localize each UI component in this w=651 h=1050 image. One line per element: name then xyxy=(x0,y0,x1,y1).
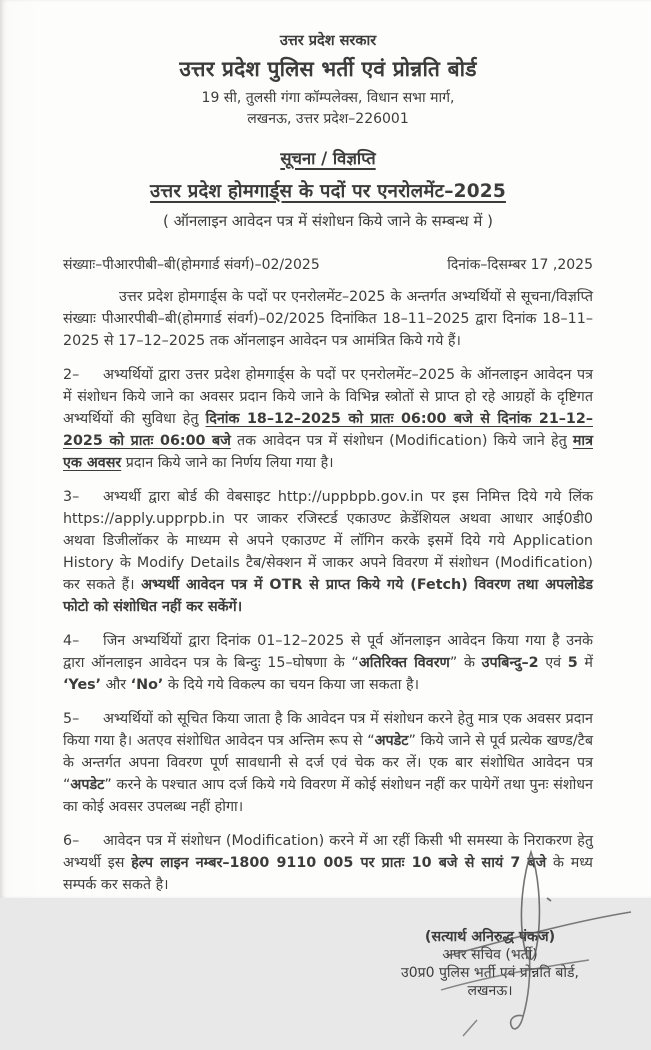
paragraph-2-text: अभ्यर्थियों द्वारा उत्तर प्रदेश होमगार्ड्स के पदों पर एनरोलमेंट–2025 के ऑनलाइन आवेदन पत्र में संशोधन किये जाने का अवसर प्रदान किये जाने के विभिन्न स्त्रोतों से प्राप्त हो रहे आग्रहों के दृष्टिगत अभ्यर्थियों की सुविधा हेतु दिनांक 18–12–2025 को प्रातः 06:00 बजे से दिनांक 21–12–2025 को प्रातः 06:00 बजे तक आवेदन पत्र में संशोधन (Modification) किये जाने हेतु मात्र एक अवसर प्रदान किये जाने का निर्णय लिया गया है। xyxy=(63,367,593,471)
reference-row xyxy=(63,255,593,274)
signature-block xyxy=(401,928,579,1000)
notice-subtitle: ( ऑनलाइन आवेदन पत्र में संशोधन किये जाने के सम्बन्ध में ) xyxy=(163,212,493,230)
paragraph-5 xyxy=(63,708,593,818)
paragraph-5-text: अभ्यर्थियों को सूचित किया जाता है कि आवेदन पत्र में संशोधन करने हेतु मात्र एक अवसर प्रदान किया गया है। अतएव संशोधित आवेदन पत्र अन्तिम रूप से “अपडेट” किये जाने से पूर्व प्रत्येक खण्ड/टैब के अन्तर्गत अपना विवरण पूर्ण सावधानी से दर्ज एवं चेक कर लें। एक बार संशोधित आवेदन पत्र “अपडेट” करने के पश्चात आप दर्ज किये गये विवरण में कोई संशोधन नहीं कर पायेगें तथा पुनः संशोधन का कोई अवसर उपलब्ध नहीं होगा। xyxy=(63,711,593,815)
paragraph-1-text: उत्तर प्रदेश होमगार्ड्स के पदों पर एनरोलमेंट–2025 के अन्तर्गत अभ्यर्थियों से सूचना/विज्ञप्ति संख्याः पीआरपीबी–बी(होमगार्ड संवर्ग)–02/2025 दिनांकित 18–11–2025 द्वारा दिनांक 18–11–2025 से 17–12–2025 तक ऑनलाइन आवेदन पत्र आमंत्रित किये गये हैं। xyxy=(63,289,593,349)
notice-type-label xyxy=(63,146,593,169)
reference-date: दिनांक–दिसम्बर 17 ,2025 xyxy=(447,257,593,273)
paragraph-3-text: अभ्यर्थी द्वारा बोर्ड की वेबसाइट http://uppbpb.gov.in पर इस निमित्त दिये गये लिंक https://apply.upprpb.in पर जाकर रजिस्टर्ड एकाउण्ट क्रेडेंशियल अथवा आधार आई0डी0 अथवा डिजीलॉकर के माध्यम से अपने एकाउण्ट में लॉगिन करके इसमें दिये गये Application History के Modify Details टैब/सेक्शन में जाकर अपने विवरण में संशोधन (Modification) कर सकते हैं। अभ्यर्थी आवेदन पत्र में OTR से प्राप्त किये गये (Fetch) विवरण तथा अपलोडेड फोटो को संशोधित नहीं कर सकेंगें। xyxy=(63,489,593,615)
paragraph-4-number: 4– xyxy=(63,633,80,649)
board-name: उत्तर प्रदेश पुलिस भर्ती एवं प्रोन्नति बोर्ड xyxy=(179,57,477,81)
paragraph-3 xyxy=(63,486,593,618)
paragraph-6-number: 6– xyxy=(63,833,80,849)
signatory-designation: अपर सचिव (भर्ती) xyxy=(442,947,538,963)
paragraph-2-number: 2– xyxy=(63,367,80,383)
notice-title-text: उत्तर प्रदेश होमगार्ड्स के पदों पर एनरोलमेंट–2025 xyxy=(150,181,506,202)
paragraph-5-number: 5– xyxy=(63,711,80,727)
paragraph-4 xyxy=(63,630,593,696)
paragraph-4-text: जिन अभ्यर्थियों द्वारा दिनांक 01–12–2025 से पूर्व ऑनलाइन आवेदन किया गया है उनके द्वारा ऑनलाइन आवेदन पत्र के बिन्दुः 15–घोषणा के “अतिरिक्त विवरण” के उपबिन्दु–2 एवं 5 में ‘Yes’ और ‘No’ के दिये गये विकल्प का चयन किया जा सकता है। xyxy=(63,633,593,693)
paragraph-2 xyxy=(63,364,593,474)
signatory-place: लखनऊ। xyxy=(467,983,513,999)
government-name: उत्तर प्रदेश सरकार xyxy=(279,33,377,49)
notice-body xyxy=(63,286,593,896)
board-address xyxy=(63,88,593,130)
address-line-2: लखनऊ, उत्तर प्रदेश–226001 xyxy=(247,111,409,127)
paragraph-1 xyxy=(63,286,593,352)
notice-type-text: सूचना / विज्ञप्ति xyxy=(280,149,376,168)
notice-title xyxy=(63,178,593,203)
signatory-organization: उ0प्र0 पुलिस भर्ती एवं प्रोन्नति बोर्ड, xyxy=(401,965,579,981)
paragraph-3-number: 3– xyxy=(63,489,80,505)
notice-heading xyxy=(63,146,593,231)
signatory-name: (सत्यार्थ अनिरुद्ध पंकज) xyxy=(424,929,556,945)
paragraph-6 xyxy=(63,830,593,896)
paragraph-6-text: आवेदन पत्र में संशोधन (Modification) करने में आ रहीं किसी भी समस्या के निराकरण हेतु अभ्यर्थी इस हेल्प लाइन नम्बर–1800 9110 005 पर प्रातः 10 बजे से सायं 7 बजे के मध्य सम्पर्क कर सकते है। xyxy=(63,833,593,893)
letterhead xyxy=(63,30,593,130)
address-line-1: 19 सी, तुलसी गंगा कॉम्पलेक्स, विधान सभा मार्ग, xyxy=(201,90,455,106)
reference-number: संख्याः–पीआरपीबी–बी(होमगार्ड संवर्ग)–02/2025 xyxy=(63,257,320,273)
